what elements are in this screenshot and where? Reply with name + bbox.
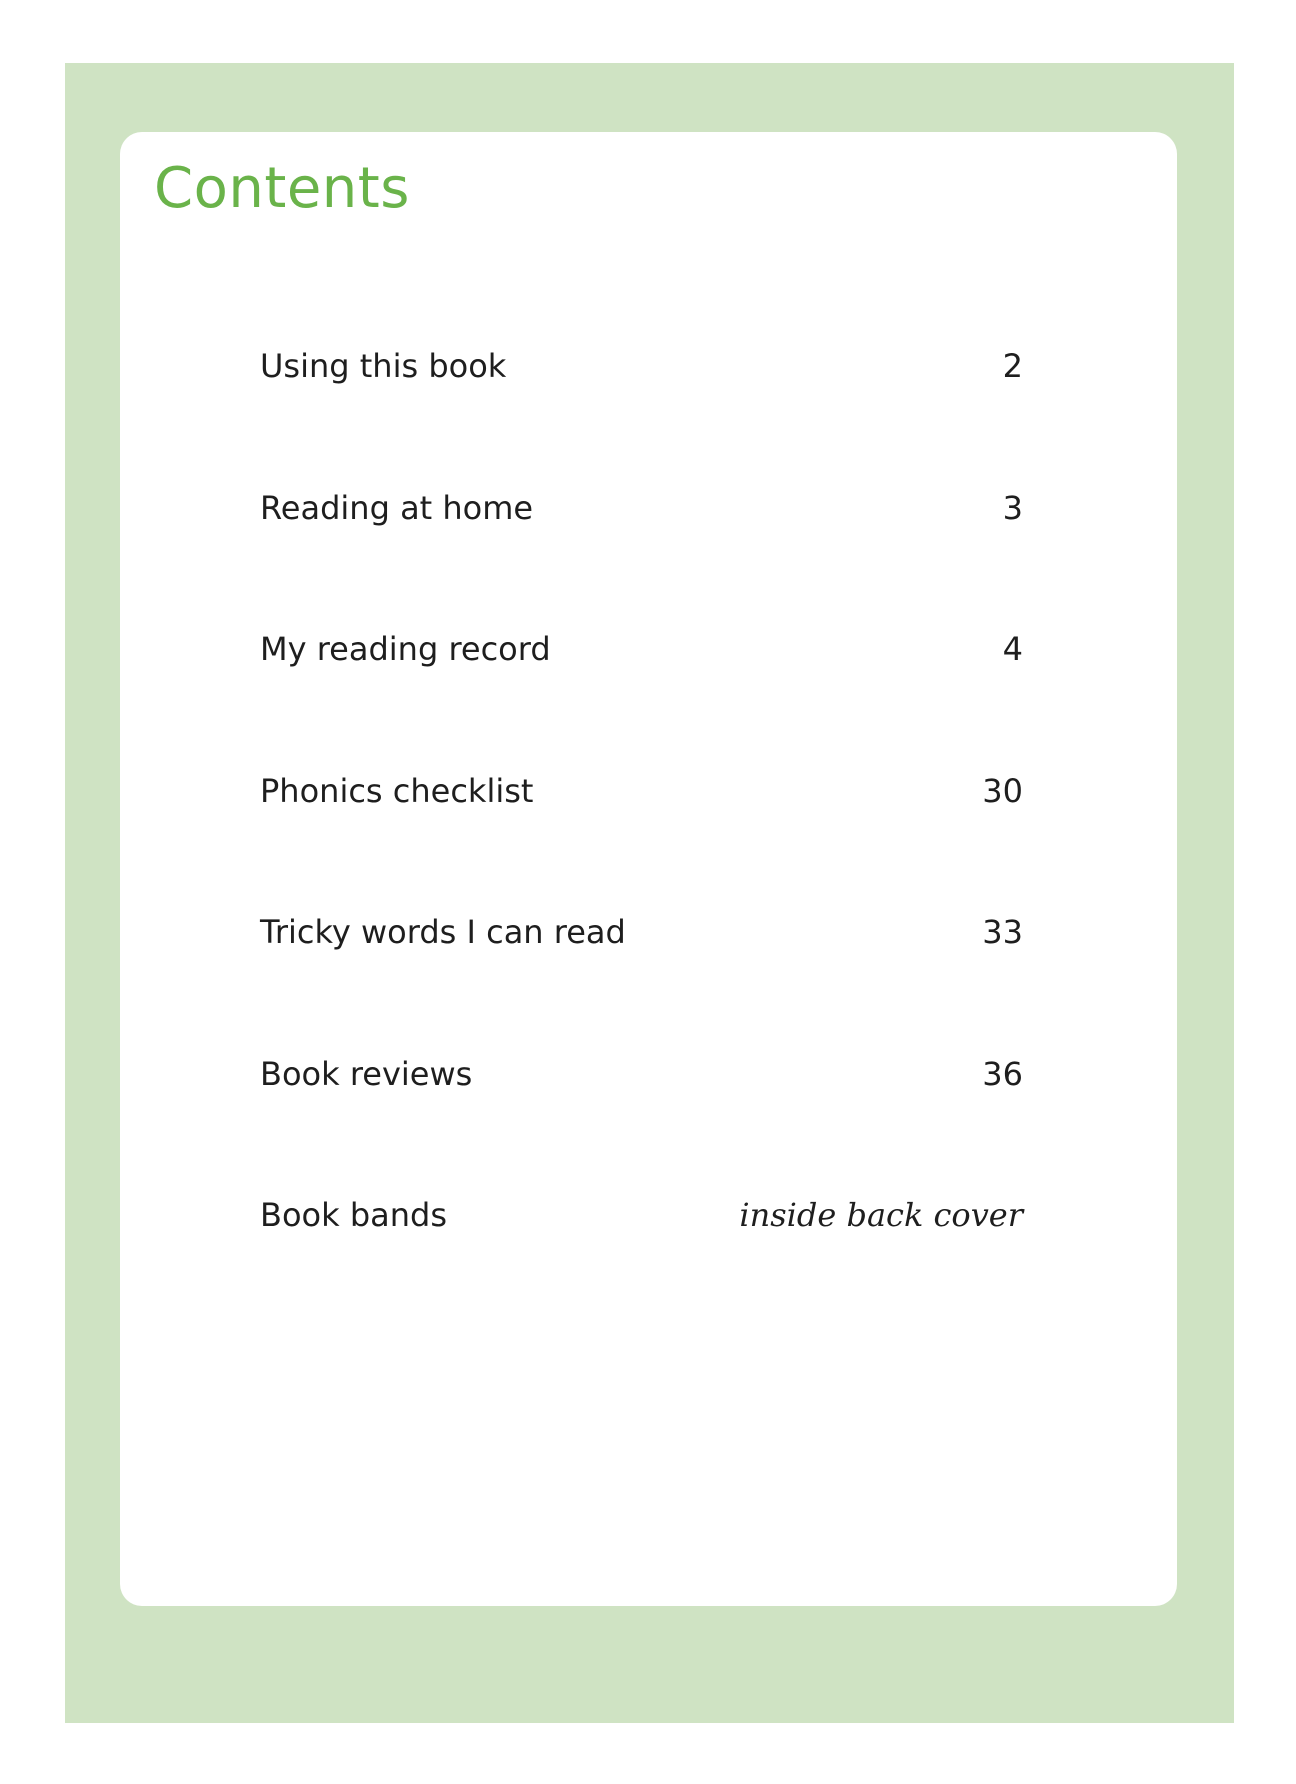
page-frame — [65, 63, 1234, 1723]
contents-card — [120, 132, 1177, 1606]
toc-entry-page: 36 — [982, 1054, 1023, 1093]
toc-entry-tricky-words — [260, 913, 1023, 1055]
toc-entry-label: Book reviews — [260, 1054, 473, 1093]
table-of-contents — [260, 347, 1023, 1338]
toc-entry-label: Phonics checklist — [260, 771, 534, 810]
toc-entry-label: Book bands — [260, 1196, 447, 1234]
toc-entry-label: My reading record — [260, 630, 551, 668]
toc-entry-page: 3 — [1002, 488, 1023, 527]
toc-entry-book-bands — [260, 1196, 1023, 1338]
toc-entry-page: 30 — [982, 771, 1023, 810]
toc-entry-label: Using this book — [260, 347, 507, 385]
toc-entry-my-reading-record — [260, 630, 1023, 772]
toc-entry-page: 2 — [1002, 347, 1023, 385]
toc-entry-reading-at-home — [260, 489, 1023, 631]
page-title: Contents — [154, 156, 410, 221]
toc-entry-phonics-checklist — [260, 772, 1023, 914]
toc-entry-page: 33 — [982, 913, 1023, 951]
toc-entry-book-reviews — [260, 1055, 1023, 1197]
toc-entry-using-this-book — [260, 347, 1023, 489]
toc-entry-page: inside back cover — [739, 1196, 1023, 1234]
toc-entry-page: 4 — [1002, 630, 1023, 668]
toc-entry-label: Reading at home — [260, 488, 534, 527]
toc-entry-label: Tricky words I can read — [260, 913, 626, 951]
